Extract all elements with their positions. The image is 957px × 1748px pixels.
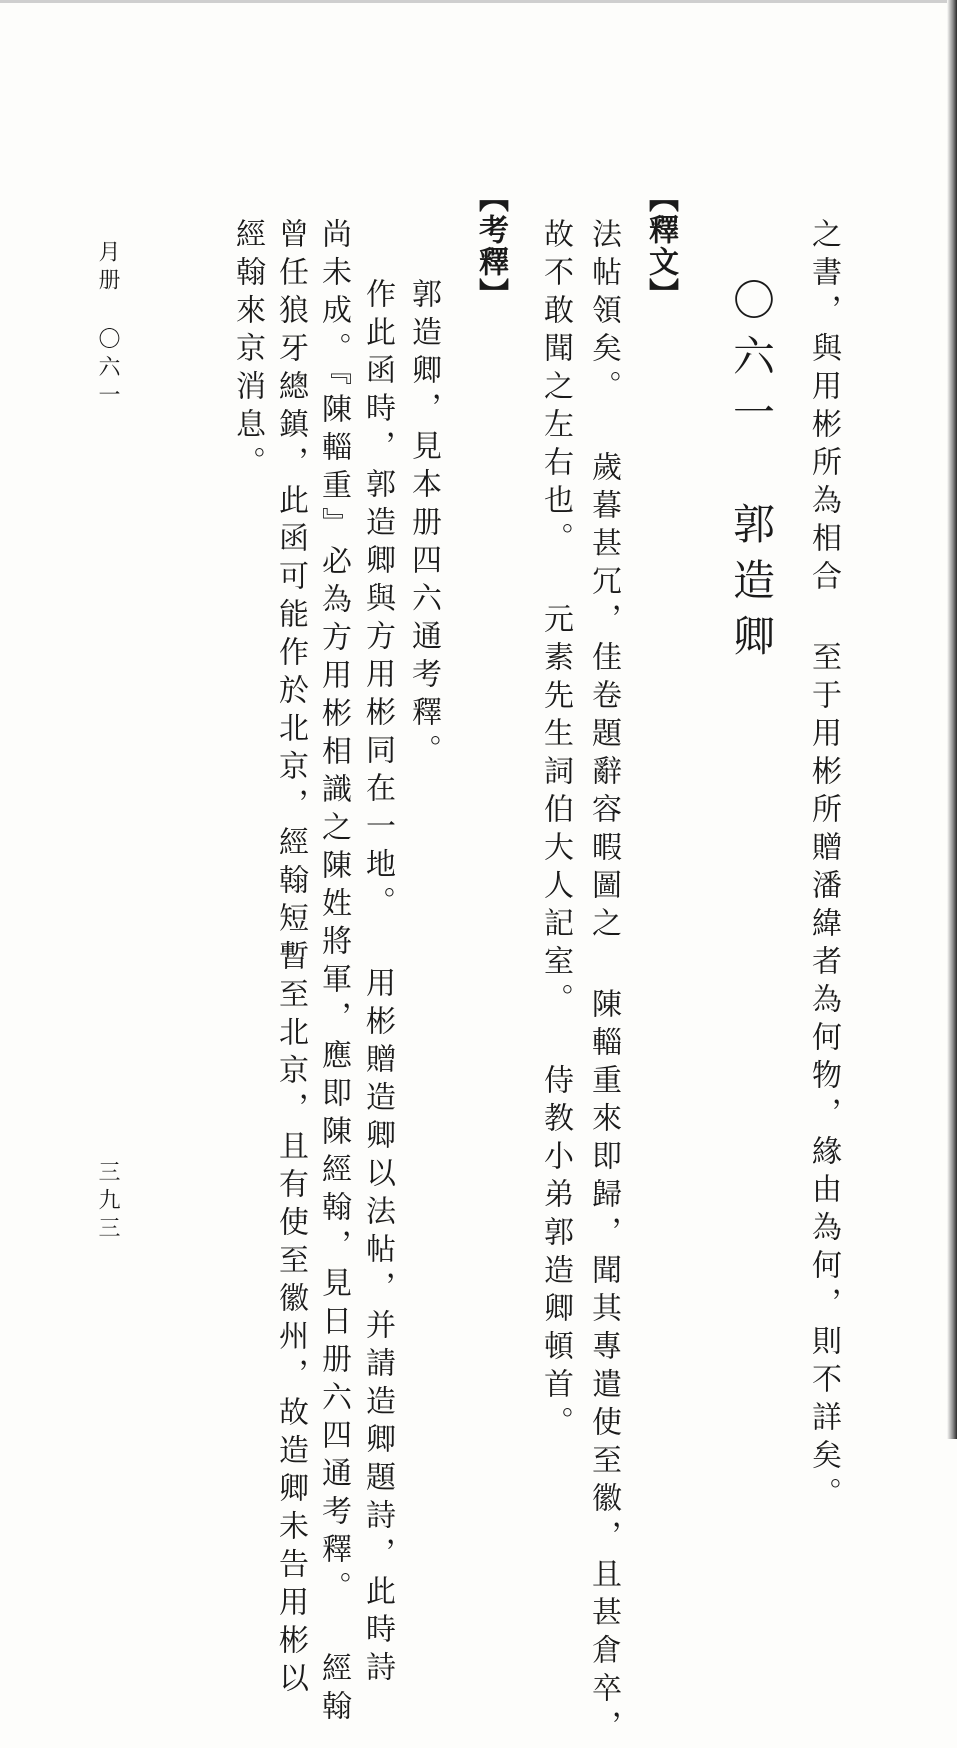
notes-line: 曾任狼牙總鎮，此函可能作於北京，經翰短暫至北京，且有使至徽州，故造卿未告用彬以 <box>273 218 308 1700</box>
notes-line: 郭造卿，見本册四六通考釋。 <box>406 278 441 772</box>
transcription-line: 法帖領矣。 歲暮甚冗，佳卷題辭容暇圖之 陳輜重來即歸，聞其專遣使至徽，且甚倉卒， <box>586 218 621 1748</box>
continuation-text: 之書，與用彬所為相合 至于用彬所贈潘緯者為何物，緣由為何，則不詳矣。 <box>806 218 841 1515</box>
footer-volume: 月册 〇六一 <box>95 240 120 411</box>
notes-line: 作此函時，郭造卿與方用彬同在一地。 用彬贈造卿以法帖，并請造卿題詩，此時詩 <box>360 278 395 1689</box>
letter-heading: 〇六一 郭造卿 <box>727 278 776 670</box>
notes-line: 經翰來京消息。 <box>230 218 265 484</box>
notes-label: 【考釋】 <box>473 182 508 310</box>
transcription-line: 故不敢聞之左右也。 元素先生詞伯大人記室。 侍教小弟郭造卿頓首。 <box>538 218 573 1444</box>
transcription-label: 【釋文】 <box>643 182 678 310</box>
notes-line: 尚未成。『陳輜重』必為方用彬相識之陳姓將軍，應即陳經翰，見日册六四通考釋。 經翰 <box>316 218 351 1728</box>
page-top-edge <box>0 0 957 3</box>
page-number: 三九三 <box>95 1160 120 1244</box>
page-binding-edge <box>947 0 957 1439</box>
